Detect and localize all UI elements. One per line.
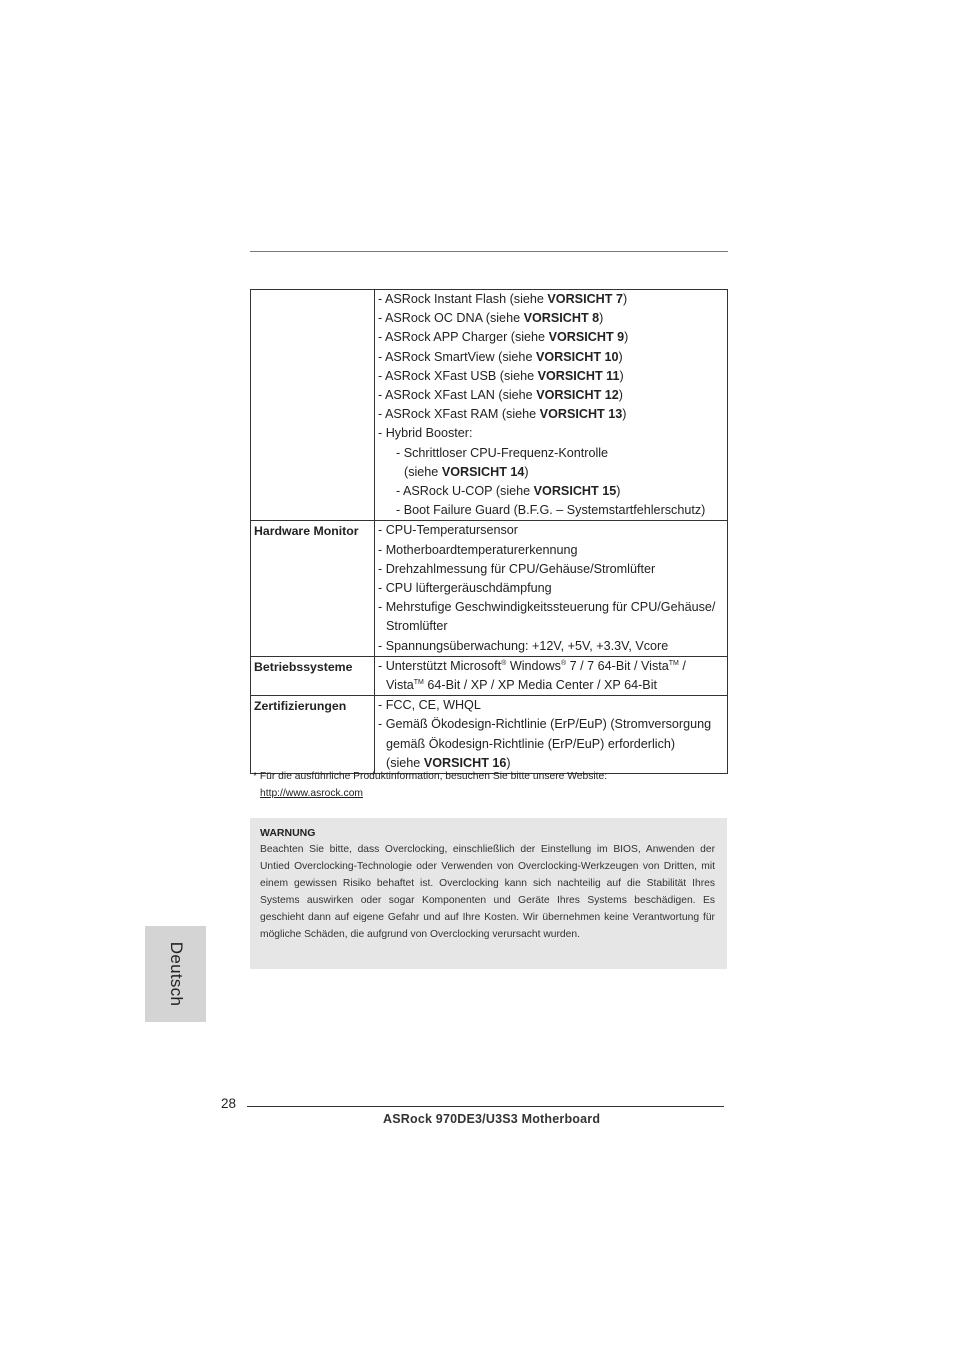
software-label [251,290,375,521]
software-line: - Hybrid Booster: [378,426,473,441]
hardware-monitor-line: - CPU lüftergeräuschdämpfung [378,581,552,596]
software-line: - Schrittloser CPU-Frequenz-Kontrolle [396,445,609,460]
os-line: - Unterstützt Microsoft® Windows® 7 / 7 64-Bit / Vista™ / [378,658,686,673]
hardware-monitor-label: Hardware Monitor [251,521,375,656]
hardware-monitor-line: - Motherboardtemperaturerkennung [378,542,578,557]
language-tab [145,926,206,1022]
software-line: (siehe VORSICHT 14) [404,464,529,479]
hardware-monitor-line: - Mehrstufige Geschwindigkeitssteuerung für CPU/Gehäuse/ [378,600,716,615]
software-row [251,290,728,521]
os-label: Betriebssysteme [251,656,375,695]
cert-label: Zertifizierungen [251,696,375,774]
hardware-monitor-row [251,521,728,656]
footnote [253,768,607,802]
cert-line: - Gemäß Ökodesign-Richtlinie (ErP/EuP) (Stromversorgung [378,717,712,732]
cert-content [375,696,728,774]
website-link[interactable]: http://www.asrock.com [260,788,363,799]
top-rule [250,251,728,252]
warning-title: WARNUNG [260,827,316,839]
cert-line: gemäß Ökodesign-Richtlinie (ErP/EuP) erforderlich) [386,736,676,751]
warning-text: Beachten Sie bitte, dass Overclocking, einschließlich der Einstellung im BIOS, Anwenden der Untied Overclocking-Technologie oder Verwenden von Overclocking-Werkzeugen von Dritten, mit einem gewissen Risiko behaftet ist. Overclocking kann sich nachteilig auf die Stabilität Ihres Systems auswirken oder sogar Komponenten und Geräte Ihres Systems beschädigen. Es geschieht dann auf eigene Gefahr und auf Ihre Kosten. Wir übernehmen keine Verantwortung für mögliche Schäden, die aufgrund von Overclocking verursacht wurden. [260,844,715,940]
software-line: - ASRock XFast RAM (siehe VORSICHT 13) [378,407,627,422]
cert-row [251,696,728,774]
warning-box [250,818,727,969]
footer-title: ASRock 970DE3/U3S3 Motherboard [383,1112,601,1126]
hardware-monitor-content [375,521,728,656]
software-line: - ASRock OC DNA (siehe VORSICHT 8) [378,311,604,326]
spec-table [250,289,728,774]
page-number: 28 [221,1096,237,1111]
software-line: - Boot Failure Guard (B.F.G. – Systemstartfehlerschutz) [396,503,706,518]
hardware-monitor-line: - Drehzahlmessung für CPU/Gehäuse/Stromlüfter [378,561,656,576]
software-line: - ASRock XFast USB (siehe VORSICHT 11) [378,368,624,383]
software-line: - ASRock U-COP (siehe VORSICHT 15) [396,484,621,499]
software-content [375,290,728,521]
os-content [375,656,728,695]
hardware-monitor-line: - Spannungsüberwachung: +12V, +5V, +3.3V, Vcore [378,638,669,653]
bottom-rule [247,1106,724,1107]
os-line: Vista™ 64-Bit / XP / XP Media Center / XP 64-Bit [386,678,657,693]
cert-line: (siehe VORSICHT 16) [386,755,511,770]
software-line: - ASRock APP Charger (siehe VORSICHT 9) [378,330,629,345]
hardware-monitor-line: - CPU-Temperatursensor [378,523,518,538]
os-row [251,656,728,695]
footnote-text: * Für die ausführliche Produktinformation, besuchen Sie bitte unsere Website: [253,771,608,782]
software-line: - ASRock SmartView (siehe VORSICHT 10) [378,349,623,364]
hardware-monitor-line: Stromlüfter [386,619,448,634]
cert-line: - FCC, CE, WHQL [378,698,481,713]
language-tab-label: Deutsch [166,941,186,1007]
software-line: - ASRock Instant Flash (siehe VORSICHT 7) [378,292,628,306]
software-line: - ASRock XFast LAN (siehe VORSICHT 12) [378,388,623,403]
